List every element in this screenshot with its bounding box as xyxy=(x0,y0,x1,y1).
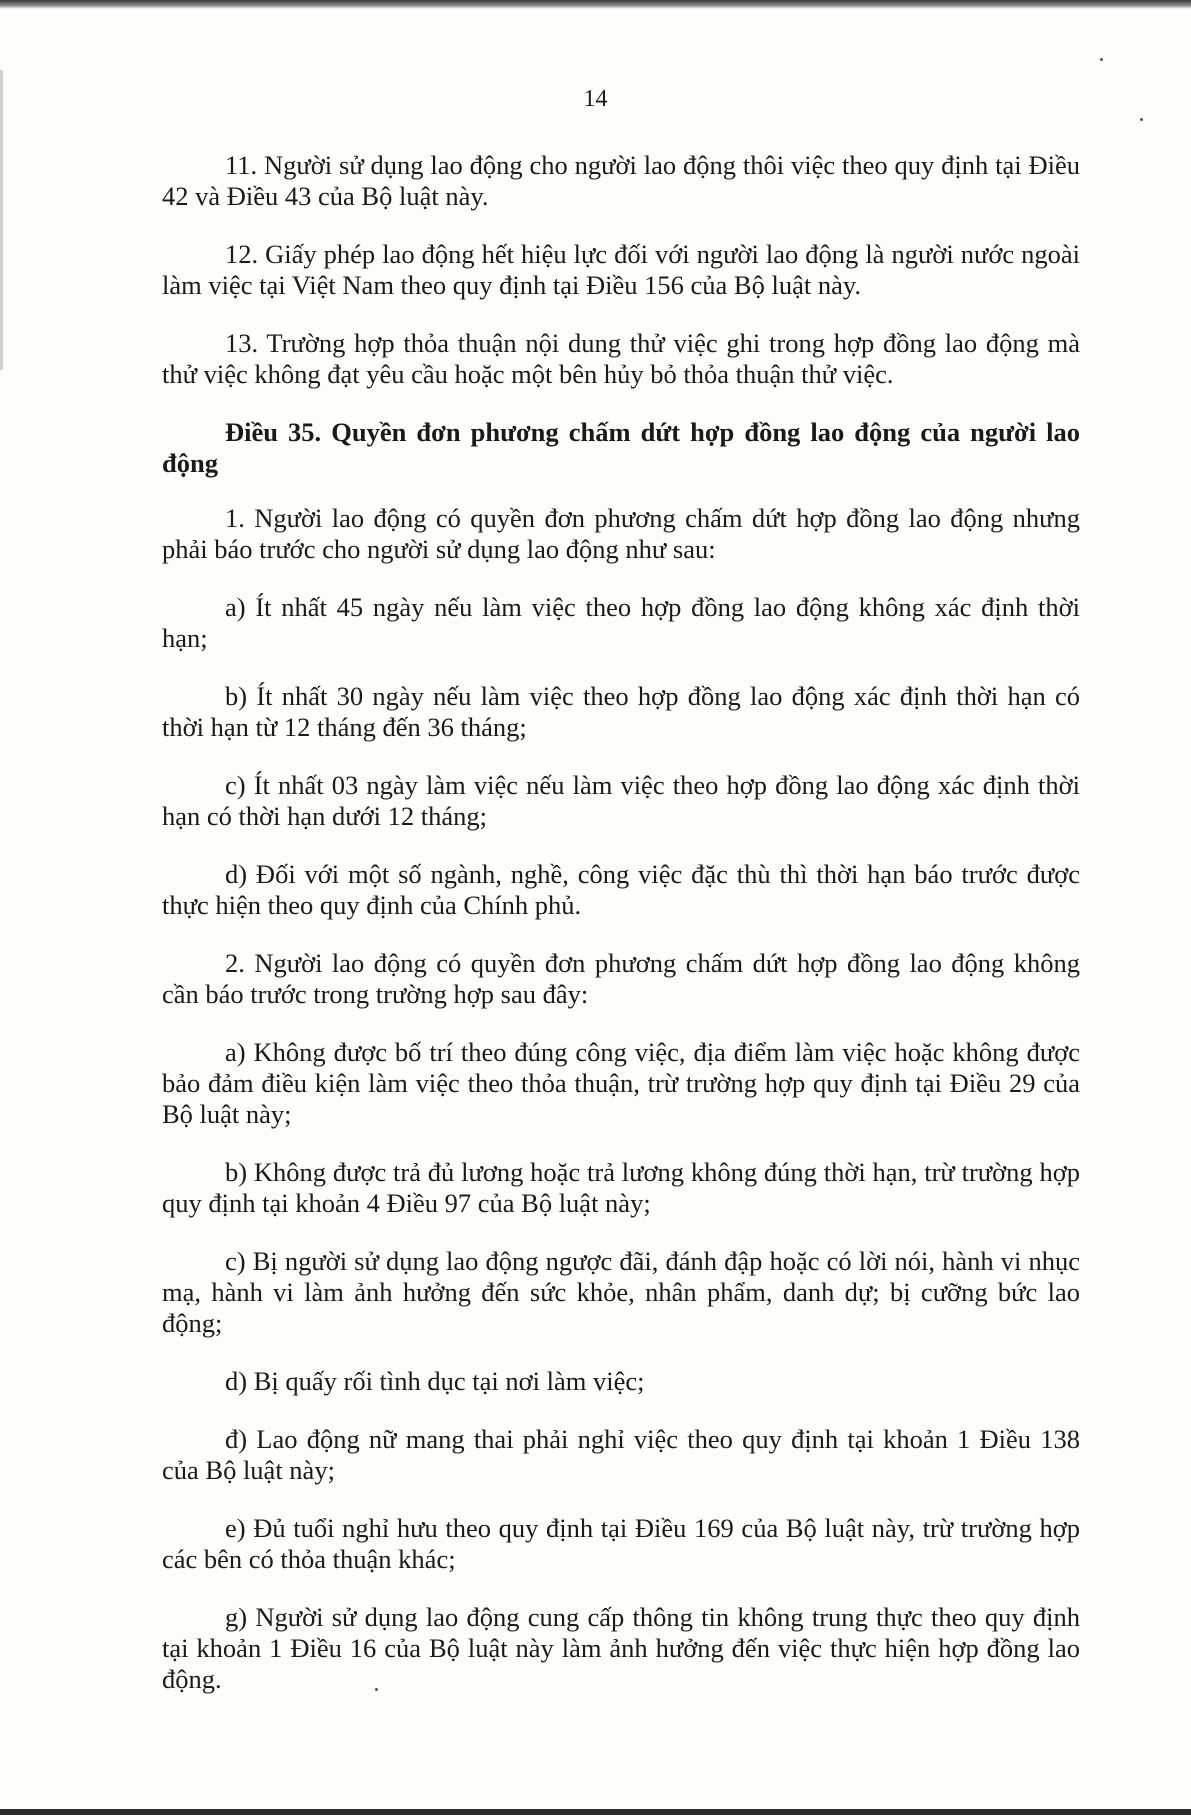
clause-2-item-c: c) Bị người sử dụng lao động ngược đãi, đánh đập hoặc có lời nói, hành vi nhục mạ, hành vi làm ảnh hưởng đến sức khỏe, nhân phẩm, danh dự; bị cưỡng bức lao động; xyxy=(162,1246,1080,1338)
paragraph-12: 12. Giấy phép lao động hết hiệu lực đối với người lao động là người nước ngoài làm việc tại Việt Nam theo quy định tại Điều 156 của Bộ luật này. xyxy=(162,239,1080,300)
scan-edge-left xyxy=(0,70,3,370)
paragraph-11: 11. Người sử dụng lao động cho người lao động thôi việc theo quy định tại Điều 42 và Điều 43 của Bộ luật này. xyxy=(162,150,1080,211)
scan-edge-top xyxy=(0,0,1191,9)
page-number: 14 xyxy=(583,86,608,112)
scan-speck xyxy=(1100,58,1103,61)
article-35-heading: Điều 35. Quyền đơn phương chấm dứt hợp đồng lao động của người lao động xyxy=(162,417,1080,478)
clause-1-intro: 1. Người lao động có quyền đơn phương chấm dứt hợp đồng lao động nhưng phải báo trước cho người sử dụng lao động như sau: xyxy=(162,503,1080,564)
clause-2-item-d: d) Bị quấy rối tình dục tại nơi làm việc; xyxy=(225,1366,645,1396)
scan-speck xyxy=(1140,118,1143,121)
clause-2-item-dd: đ) Lao động nữ mang thai phải nghỉ việc theo quy định tại khoản 1 Điều 138 của Bộ luật này; xyxy=(162,1424,1080,1485)
clause-1-item-c: c) Ít nhất 03 ngày làm việc nếu làm việc theo hợp đồng lao động xác định thời hạn có thời hạn dưới 12 tháng; xyxy=(162,770,1080,831)
clause-2-item-a: a) Không được bố trí theo đúng công việc, địa điểm làm việc hoặc không được bảo đảm điều kiện làm việc theo thỏa thuận, trừ trường hợp quy định tại Điều 29 của Bộ luật này; xyxy=(162,1037,1080,1129)
document-body xyxy=(162,150,1080,1722)
scan-edge-bottom xyxy=(0,1809,1191,1815)
paragraph-13: 13. Trường hợp thỏa thuận nội dung thử việc ghi trong hợp đồng lao động mà thử việc không đạt yêu cầu hoặc một bên hủy bỏ thỏa thuận thử việc. xyxy=(162,328,1080,389)
clause-2-item-b: b) Không được trả đủ lương hoặc trả lương không đúng thời hạn, trừ trường hợp quy định tại khoản 4 Điều 97 của Bộ luật này; xyxy=(162,1157,1080,1218)
clause-2-item-e: e) Đủ tuổi nghỉ hưu theo quy định tại Điều 169 của Bộ luật này, trừ trường hợp các bên có thỏa thuận khác; xyxy=(162,1513,1080,1574)
clause-1-item-a: a) Ít nhất 45 ngày nếu làm việc theo hợp đồng lao động không xác định thời hạn; xyxy=(162,592,1080,653)
clause-1-item-b: b) Ít nhất 30 ngày nếu làm việc theo hợp đồng lao động xác định thời hạn có thời hạn từ 12 tháng đến 36 tháng; xyxy=(162,681,1080,742)
clause-2-intro: 2. Người lao động có quyền đơn phương chấm dứt hợp đồng lao động không cần báo trước trong trường hợp sau đây: xyxy=(162,948,1080,1009)
clause-1-item-d: d) Đối với một số ngành, nghề, công việc đặc thù thì thời hạn báo trước được thực hiện theo quy định của Chính phủ. xyxy=(162,859,1080,920)
clause-2-item-g: g) Người sử dụng lao động cung cấp thông tin không trung thực theo quy định tại khoản 1 Điều 16 của Bộ luật này làm ảnh hưởng đến việc thực hiện hợp đồng lao động. xyxy=(162,1602,1080,1694)
